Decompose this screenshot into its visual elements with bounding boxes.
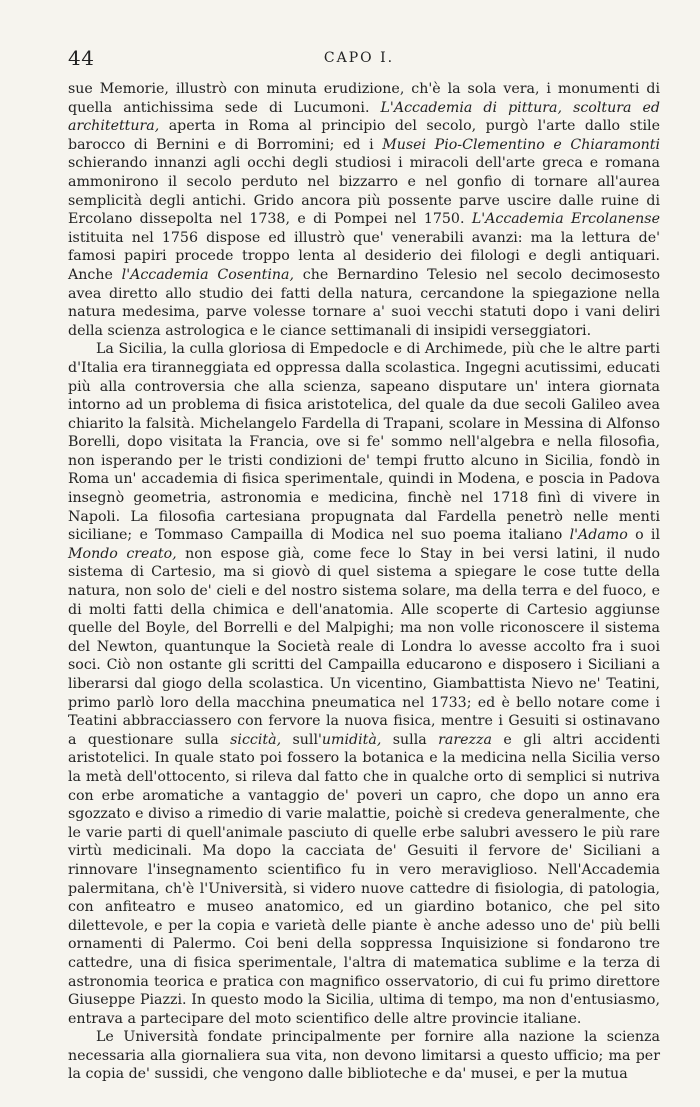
italic-text: Musei Pio-Clementino e Chiaramonti: [382, 136, 660, 153]
body-text: [68, 80, 660, 1084]
italic-text: L'Accademia di pittura, scoltura ed architettura,: [68, 99, 660, 135]
text-run: non espose già, come fece lo Stay in bei versi latini, il nudo sistema di Cartesio, ma si giovò di quel sistema a spiegare le cose tutte della natura, non solo de' cieli e del nostro sistema solare, ma della terra e del fuoco, e di molti fatti della chimica e dell'anatomia. Alle scoperte di Cartesio aggiunse quelle del Boyle, del Borrelli e del Malpighi; ma non volle riconoscere il sistema del Newton, quantunque la Società reale di Londra lo avesse accolto fra i suoi soci. Ciò non ostante gli scritti del Campailla educarono e disposero i Siciliani a liberarsi dal giogo della scolastica. Un vicentino, Giambattista Nievo ne' Teatini, primo parlò loro della macchina pneumatica nel 1733; ed è bello notare come i Teatini abbracciassero con fervore la nuova fisica, mentre i Gesuiti si ostinavano a questionare sulla: [68, 545, 660, 748]
text-run: sulla: [381, 731, 439, 748]
text-run: che Bernardino Telesio nel secolo decimosesto avea diretto allo studio dei fatti della natura, cercandone la spiegazione nella natura medesima, parve volesse tornare a' suoi vecchi statuti dopo i vani deliri della scienza astrologica e le ciance settimanali di insipidi verseggiatori.: [68, 266, 660, 339]
text-run: e gli altri accidenti aristotelici. In quale stato poi fossero la botanica e la medicina nella Sicilia verso la metà dell'ottocento, si rileva dal fatto che in qualche orto di semplici si nutriva con erbe aromatiche a vantaggio de' poveri un capro, che dopo un anno era sgozzato e diviso a rimedio di varie malattie, poichè si credeva generalmente, che le varie parti di quell'animale pasciuto di quelle erbe salubri avessero le più rare virtù medicinali. Ma dopo la cacciata de' Gesuiti il fervore de' Siciliani a rinnovare l'insegnamento scientifico fu in vero meraviglioso. Nell'Accademia palermitana, ch'è l'Università, si videro nuove cattedre di fisiologia, di patologia, con anfiteatro e museo anatomico, ed un giardino botanico, che pel sito dilettevole, e per la copia e varietà delle piante è anche adesso uno de' più belli ornamenti di Palermo. Coi beni della soppressa Inquisizione si fondarono tre cattedre, una di fisica sperimentale, l'altra di matematica sublime e la terza di astronomia teorica e pratica con magnifico osservatorio, di cui fu primo direttore Giuseppe Piazzi. In questo modo la Sicilia, ultima di tempo, ma non d'entusiasmo, entrava a partecipare del moto scientifico delle altre provincie italiane.: [68, 731, 660, 1027]
text-run: o il: [627, 527, 660, 544]
italic-text: l'Adamo: [569, 527, 628, 544]
italic-text: l'Accademia Cosentina,: [121, 266, 294, 283]
text-run: aperta in Roma al principio del secolo, purgò l'arte dallo stile barocco di Bernini e di Borromini; ed i: [68, 118, 660, 153]
italic-text: rarezza: [438, 731, 492, 748]
italic-text: Mondo creato,: [68, 545, 177, 562]
running-head: CAPO I.: [323, 50, 395, 66]
text-run: istituita nel 1756 dispose ed illustrò que' venerabili avanzi: ma la lettura de' famosi papiri procede troppo lenta al desiderio dei filologi e degli antiquari. Anche: [68, 229, 660, 283]
page-number: 44: [68, 46, 95, 70]
text-run: La Sicilia, la culla gloriosa di Empedocle e di Archimede, più che le altre parti d'Italia era tiranneggiata ed oppressa dalla scolastica. Ingegni acutissimi, educati più alla controversia che alla scienza, sapeano disputare un' intera giornata intorno ad un problema di fisica aristotelica, del quale da due secoli Galileo avea chiarito la falsità. Michelangelo Fardella di Trapani, scolare in Messina di Alfonso Borelli, dopo visitata la Francia, ove si fe' sommo nell'algebra e nella filosofia, non isperando per le tristi condizioni de' tempi frutto alcuno in Sicilia, fondò in Roma un' accademia di fisica sperimentale, quindi in Modena, e poscia in Padova insegnò geometria, astronomia e medicina, finchè nel 1718 finì di vivere in Napoli. La filosofia cartesiana propugnata dal Fardella penetrò nelle menti siciliane; e Tommaso Campailla di Modica nel suo poema italiano: [68, 341, 660, 544]
italic-text: L'Accademia Ercolanense: [471, 211, 660, 228]
italic-text: umidità,: [321, 731, 382, 748]
paragraph: [68, 80, 660, 340]
paragraph: [68, 1028, 660, 1084]
italic-text: siccità,: [230, 731, 282, 748]
text-run: sull': [281, 731, 322, 748]
text-run: sue Memorie, illustrò con minuta erudizione, ch'è la sola vera, i monumenti di quella antichissima sede di Lucumoni.: [68, 81, 660, 116]
page-header: [68, 44, 660, 74]
text-run: schierando innanzi agli occhi degli studiosi i miracoli dell'arte greca e romana ammonirono il secolo perduto nel bizzarro e nel gonfio di tornare all'aurea semplicità degli antichi. Grido ancora più possente parve uscire dalle ruine di Ercolano dissepolta nel 1738, e di Pompei nel 1750.: [68, 155, 660, 228]
paragraph: [68, 340, 660, 1028]
text-run: Le Università fondate principalmente per fornire alla nazione la scienza necessaria alla giornaliera sua vita, non devono limitarsi a questo ufficio; ma per la copia de' sussidi, che vengono dalle biblioteche e da' musei, e per la mutua: [68, 1029, 660, 1083]
